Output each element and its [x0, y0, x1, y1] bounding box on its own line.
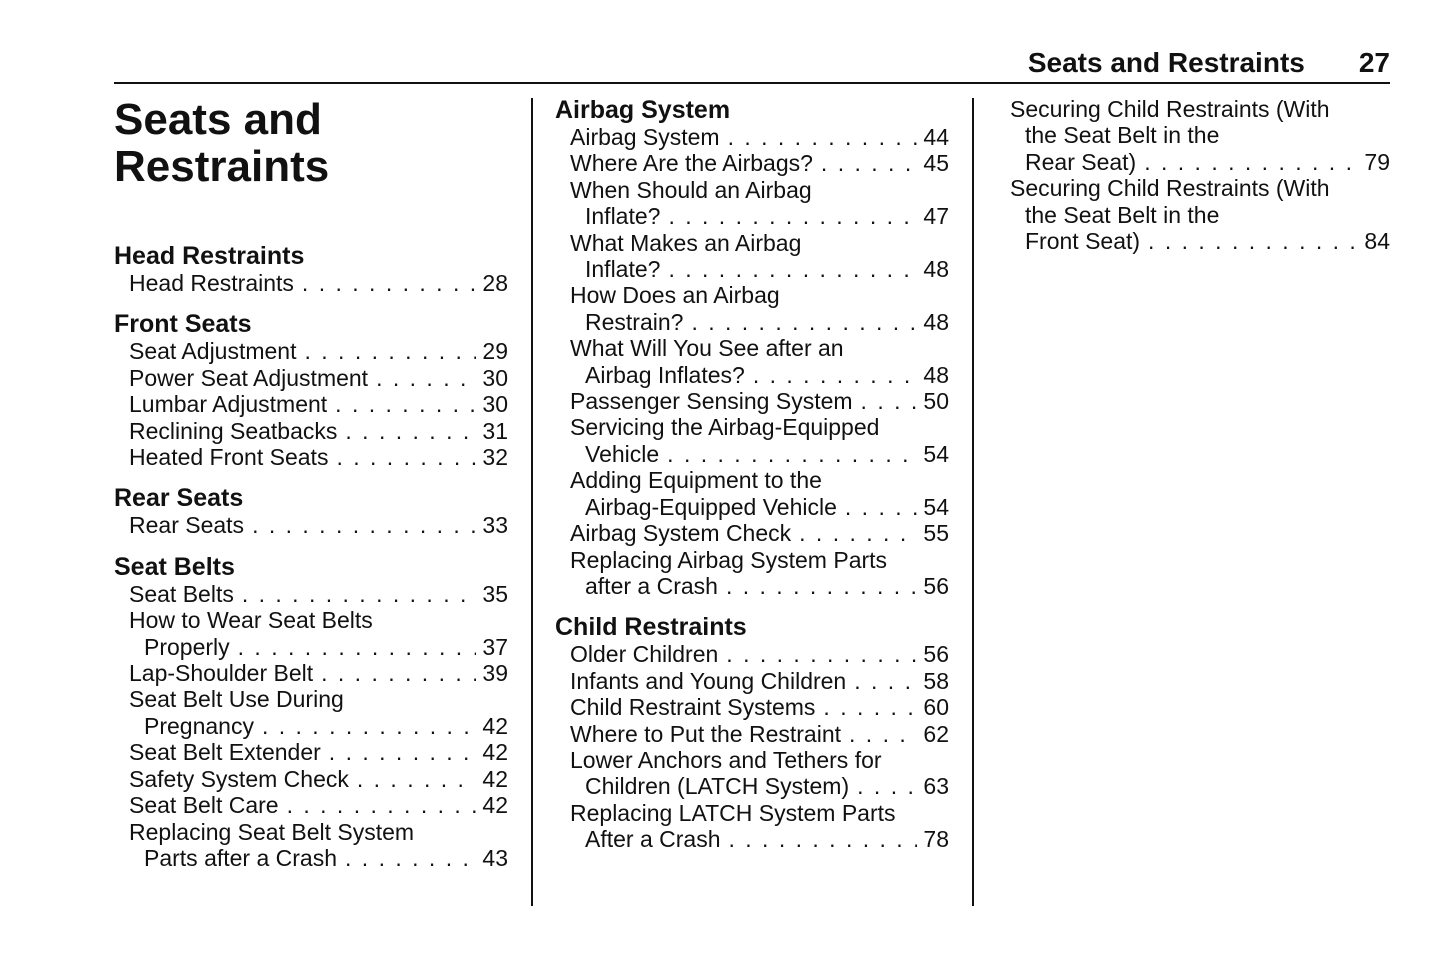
toc-page-number: 79: [1364, 148, 1390, 175]
dot-leader: [345, 418, 476, 444]
dot-leader: [242, 581, 477, 607]
dot-leader: [849, 721, 917, 747]
toc-entry-text: Lumbar Adjustment: [129, 391, 328, 418]
toc-entry-text: Replacing LATCH System Parts: [570, 799, 896, 826]
toc-page-number: 42: [482, 739, 508, 766]
toc-page-number: 56: [923, 641, 949, 668]
dot-leader: [854, 668, 917, 694]
toc-entry-text: Seat Adjustment: [129, 338, 297, 365]
toc-entry-text: Lap-Shoulder Belt: [129, 660, 314, 687]
toc-entry[interactable]: [114, 270, 508, 296]
toc-page-number: 45: [923, 150, 949, 177]
dot-leader: [845, 494, 918, 520]
dot-leader: [238, 634, 477, 660]
toc-page-number: 50: [923, 388, 949, 415]
toc-page-number: 43: [482, 844, 508, 871]
toc-entry-text: Securing Child Restraints (With: [1010, 96, 1330, 122]
dot-leader: [305, 338, 477, 364]
toc-section: [555, 613, 949, 852]
toc-entry-text: Inflate?: [585, 203, 661, 230]
header-rule: [114, 82, 1390, 84]
section-heading: Rear Seats: [114, 484, 244, 513]
toc-page-number: 29: [482, 338, 508, 365]
toc-entry-text: Securing Child Restraints (With: [1010, 175, 1330, 202]
toc-entry[interactable]: [114, 365, 508, 391]
toc-entry-text: Heated Front Seats: [129, 444, 329, 471]
toc-entry[interactable]: [555, 388, 949, 414]
chapter-title-line: Restraints: [114, 142, 330, 191]
toc-entry-text: the Seat Belt in the: [1025, 122, 1220, 149]
toc-section: [114, 553, 508, 871]
column-divider: [972, 98, 974, 906]
toc-column-2: [555, 96, 949, 867]
toc-entry-text: When Should an Airbag: [570, 176, 812, 203]
toc-entry[interactable]: [114, 512, 508, 538]
toc-entry-text: Head Restraints: [129, 270, 294, 296]
toc-entry[interactable]: [555, 414, 949, 467]
page-number: 27: [1358, 47, 1390, 78]
dot-leader: [262, 713, 476, 739]
section-heading: Child Restraints: [555, 613, 747, 642]
toc-entry-text: Power Seat Adjustment: [129, 364, 369, 391]
toc-entry-text: Child Restraint Systems: [570, 694, 816, 721]
toc-entry[interactable]: [555, 800, 949, 853]
toc-page-number: 48: [923, 256, 949, 283]
toc-entry[interactable]: [114, 792, 508, 818]
dot-leader: [857, 773, 917, 799]
dot-leader: [726, 573, 917, 599]
toc-entry-text: Restrain?: [585, 308, 684, 335]
dot-leader: [302, 270, 476, 296]
toc-entry[interactable]: [555, 282, 949, 335]
toc-page-number: 62: [923, 720, 949, 747]
toc-entry-text: Reclining Seatbacks: [129, 417, 338, 444]
toc-page-number: 54: [923, 440, 949, 467]
dot-leader: [667, 441, 917, 467]
toc-page-number: 42: [482, 792, 508, 819]
toc-page-number: 58: [923, 667, 949, 694]
toc-entry[interactable]: [114, 819, 508, 872]
toc-entry[interactable]: [555, 747, 949, 800]
toc-entry-text: Rear Seat): [1025, 148, 1137, 175]
toc-page-number: 48: [923, 361, 949, 388]
toc-entry-text: after a Crash: [585, 572, 718, 599]
toc-entry-text: Safety System Check: [129, 765, 349, 792]
toc-entry-text: Properly: [144, 633, 230, 660]
toc-column-3: [1010, 96, 1390, 268]
toc-section: [114, 310, 508, 470]
toc-entry-text: Lower Anchors and Tethers for: [570, 746, 882, 773]
dot-leader: [799, 520, 917, 546]
section-heading: Head Restraints: [114, 242, 305, 270]
toc-entry[interactable]: [555, 467, 949, 520]
toc-page-number: 42: [482, 765, 508, 792]
toc-entry-text: Airbag-Equipped Vehicle: [585, 493, 837, 520]
toc-entry-text: Adding Equipment to the: [570, 467, 822, 494]
toc-section: [114, 242, 508, 296]
toc-entry-text: Inflate?: [585, 256, 661, 283]
toc-entry-text: How to Wear Seat Belts: [129, 607, 373, 634]
dot-leader: [1144, 149, 1358, 175]
toc-entry[interactable]: [114, 444, 508, 470]
dot-leader: [336, 444, 476, 470]
toc-entry-text: Seat Belt Extender: [129, 739, 321, 766]
toc-page-number: 48: [923, 308, 949, 335]
toc-page-number: 32: [482, 444, 508, 471]
section-heading: Front Seats: [114, 310, 252, 339]
dot-leader: [668, 256, 917, 282]
toc-entry-text: What Will You See after an: [570, 335, 844, 362]
toc-page-number: 44: [923, 124, 949, 150]
toc-entry[interactable]: [555, 124, 949, 150]
column-divider: [531, 98, 533, 906]
dot-leader: [329, 739, 477, 765]
running-header-title: Seats and Restraints: [1027, 47, 1305, 78]
toc-entry-text: Passenger Sensing System: [570, 388, 853, 415]
toc-column-1: [114, 96, 508, 885]
toc-page-number: 39: [482, 660, 508, 687]
dot-leader: [823, 694, 917, 720]
dot-leader: [726, 641, 917, 667]
toc-entry-text: Where to Put the Restraint: [570, 720, 842, 747]
chapter-title: [114, 96, 508, 190]
toc-page-number: 35: [482, 580, 508, 607]
dot-leader: [376, 365, 476, 391]
toc-entry[interactable]: [555, 641, 949, 667]
toc-entry-text: Airbag Inflates?: [585, 361, 745, 388]
toc-entry-text: Replacing Airbag System Parts: [570, 546, 888, 573]
toc-entry-text: Where Are the Airbags?: [570, 150, 813, 177]
dot-leader: [1148, 228, 1358, 254]
dot-leader: [861, 388, 918, 414]
toc-entry[interactable]: [114, 766, 508, 792]
toc-entry[interactable]: [555, 520, 949, 546]
dot-leader: [321, 660, 476, 686]
toc-entry[interactable]: [1010, 96, 1390, 175]
dot-leader: [345, 845, 476, 871]
dot-leader: [357, 766, 477, 792]
toc-entry[interactable]: [1010, 175, 1390, 254]
toc-entry-text: Seat Belt Care: [129, 792, 279, 819]
toc-entry[interactable]: [114, 686, 508, 739]
toc-entry-text: Seat Belt Use During: [129, 686, 344, 713]
dot-leader: [668, 203, 917, 229]
toc-entry-text: Pregnancy: [144, 712, 254, 739]
toc-entry[interactable]: [555, 721, 949, 747]
running-header: [1028, 46, 1390, 80]
toc-entry[interactable]: [114, 338, 508, 364]
toc-page-number: 84: [1364, 228, 1390, 255]
toc-page-number: 28: [482, 270, 508, 296]
toc-entry[interactable]: [114, 391, 508, 417]
toc-section: [555, 96, 949, 599]
toc-page-number: 78: [923, 826, 949, 853]
toc-entry[interactable]: [555, 335, 949, 388]
toc-page-number: 63: [923, 773, 949, 800]
toc-entry-text: the Seat Belt in the: [1025, 201, 1220, 228]
toc-page-number: 33: [482, 512, 508, 539]
toc-entry-text: What Makes an Airbag: [570, 229, 802, 256]
toc-entry-text: After a Crash: [585, 826, 721, 853]
toc-entry-text: Airbag System Check: [570, 520, 792, 547]
dot-leader: [821, 150, 917, 176]
toc-entry[interactable]: [114, 581, 508, 607]
toc-entry-text: Rear Seats: [129, 512, 245, 539]
section-heading: Seat Belts: [114, 552, 235, 581]
toc-entry-text: Children (LATCH System): [585, 773, 850, 800]
toc-entry-text: Front Seat): [1025, 228, 1141, 255]
toc-page-number: 60: [923, 694, 949, 721]
toc-entry-text: Replacing Seat Belt System: [129, 818, 415, 845]
toc-entry[interactable]: [114, 739, 508, 765]
toc-page-number: 56: [923, 572, 949, 599]
dot-leader: [729, 826, 918, 852]
dot-leader: [287, 792, 477, 818]
toc-entry-text: Vehicle: [585, 440, 660, 467]
dot-leader: [753, 362, 918, 388]
toc-page-number: 47: [923, 203, 949, 230]
toc-entry[interactable]: [114, 607, 508, 660]
toc-entry[interactable]: [114, 418, 508, 444]
toc-entry[interactable]: [555, 694, 949, 720]
dot-leader: [252, 512, 476, 538]
section-heading: Airbag System: [555, 96, 731, 124]
dot-leader: [691, 309, 917, 335]
toc-entry[interactable]: [555, 668, 949, 694]
toc-entry-text: Parts after a Crash: [144, 844, 338, 871]
toc-entry[interactable]: [555, 150, 949, 176]
toc-entry[interactable]: [555, 177, 949, 230]
toc-entry[interactable]: [114, 660, 508, 686]
toc-entry-text: Servicing the Airbag-Equipped: [570, 414, 880, 441]
toc-entry[interactable]: [555, 547, 949, 600]
toc-entry[interactable]: [555, 230, 949, 283]
toc-entry-text: Airbag System: [570, 124, 720, 150]
toc-section: [114, 484, 508, 538]
toc-entry-text: Seat Belts: [129, 580, 234, 607]
toc-entry-text: Infants and Young Children: [570, 667, 847, 694]
toc-page-number: 31: [482, 417, 508, 444]
toc-section: [1010, 96, 1390, 254]
toc-page-number: 30: [482, 364, 508, 391]
toc-page-number: 55: [923, 520, 949, 547]
chapter-title-line: Seats and: [114, 95, 322, 144]
toc-entry-text: How Does an Airbag: [570, 282, 780, 309]
toc-page-number: 37: [482, 633, 508, 660]
toc-entry-text: Older Children: [570, 641, 719, 668]
dot-leader: [335, 391, 476, 417]
dot-leader: [728, 124, 918, 150]
toc-page-number: 54: [923, 493, 949, 520]
toc-page-number: 42: [482, 712, 508, 739]
toc-page-number: 30: [482, 391, 508, 418]
